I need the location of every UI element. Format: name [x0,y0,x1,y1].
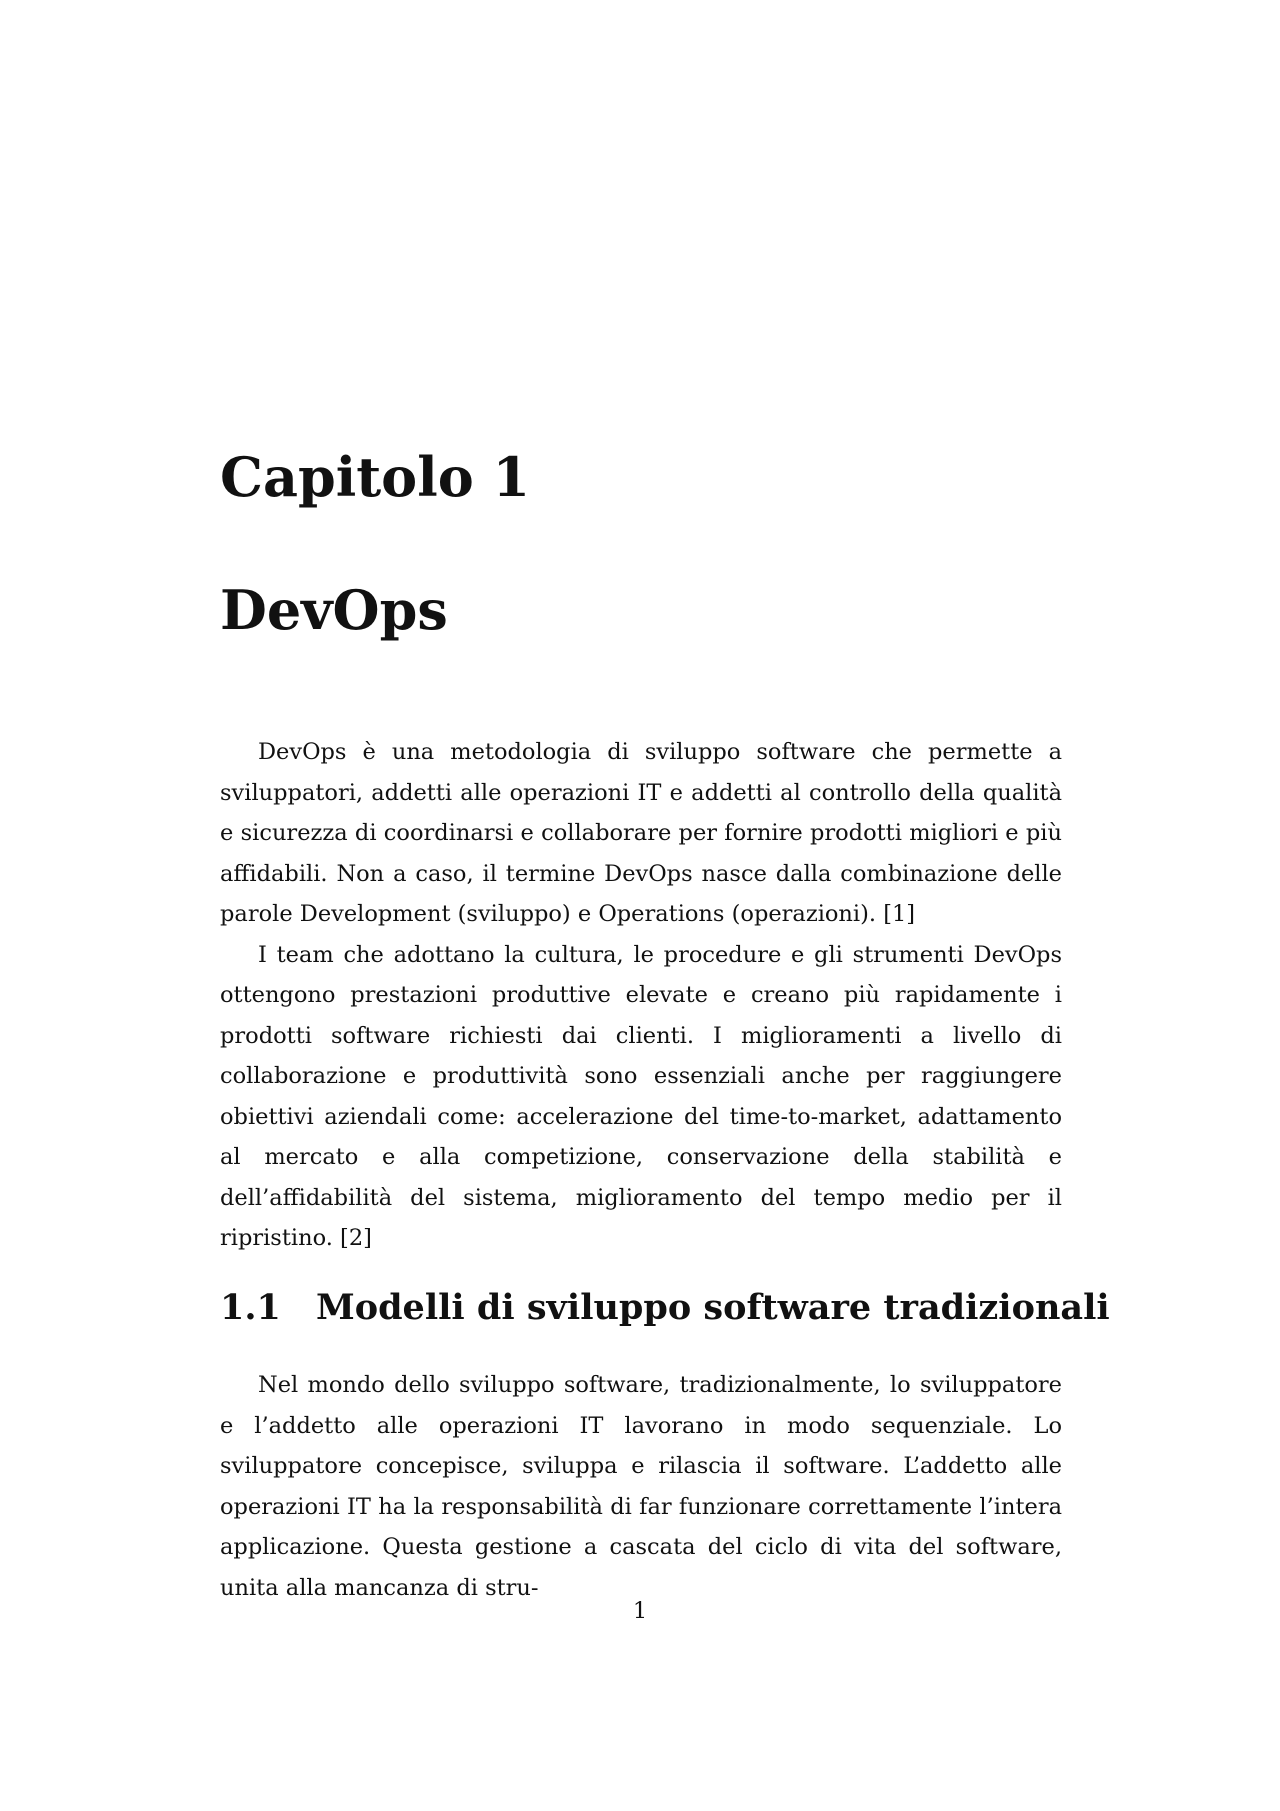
chapter-title: DevOps [220,578,448,642]
section-title: Modelli di sviluppo software tradizionali [316,1287,1110,1328]
intro-body [220,732,1062,1259]
section-body [220,1365,1062,1608]
section-number: 1.1 [220,1287,281,1328]
chapter-label: Capitolo 1 [220,445,531,509]
intro-paragraph-1: DevOps è una metodologia di sviluppo software che permette a sviluppatori, addetti alle operazioni IT e addetti al controllo della qualità e sicurezza di coordinarsi e collaborare per fornire prodotti migliori e più affidabili. Non a caso, il termine DevOps nasce dalla combinazione delle parole Development (sviluppo) e Operations (operazioni). [1] [220,739,1062,927]
section-heading [220,1287,1110,1328]
section-paragraph-1: Nel mondo dello sviluppo software, tradizionalmente, lo sviluppatore e l’addetto alle operazioni IT lavorano in modo sequenziale. Lo sviluppatore concepisce, sviluppa e rilascia il software. L’addetto alle operazioni IT ha la responsabilità di far funzionare correttamente l’intera applicazione. Questa gestione a cascata del ciclo di vita del software, unita alla mancanza di stru- [220,1372,1062,1601]
intro-paragraph-2: I team che adottano la cultura, le procedure e gli strumenti DevOps ottengono prestazioni produttive elevate e creano più rapidamente i prodotti software richiesti dai clienti. I miglioramenti a livello di collaborazione e produttività sono essenziali anche per raggiungere obiettivi aziendali come: accelerazione del time-to-market, adattamento al mercato e alla competizione, conservazione della stabilità e dell’affidabilità del sistema, miglioramento del tempo medio per il ripristino. [2] [220,941,1062,1251]
page-number: 1 [632,1598,648,1624]
